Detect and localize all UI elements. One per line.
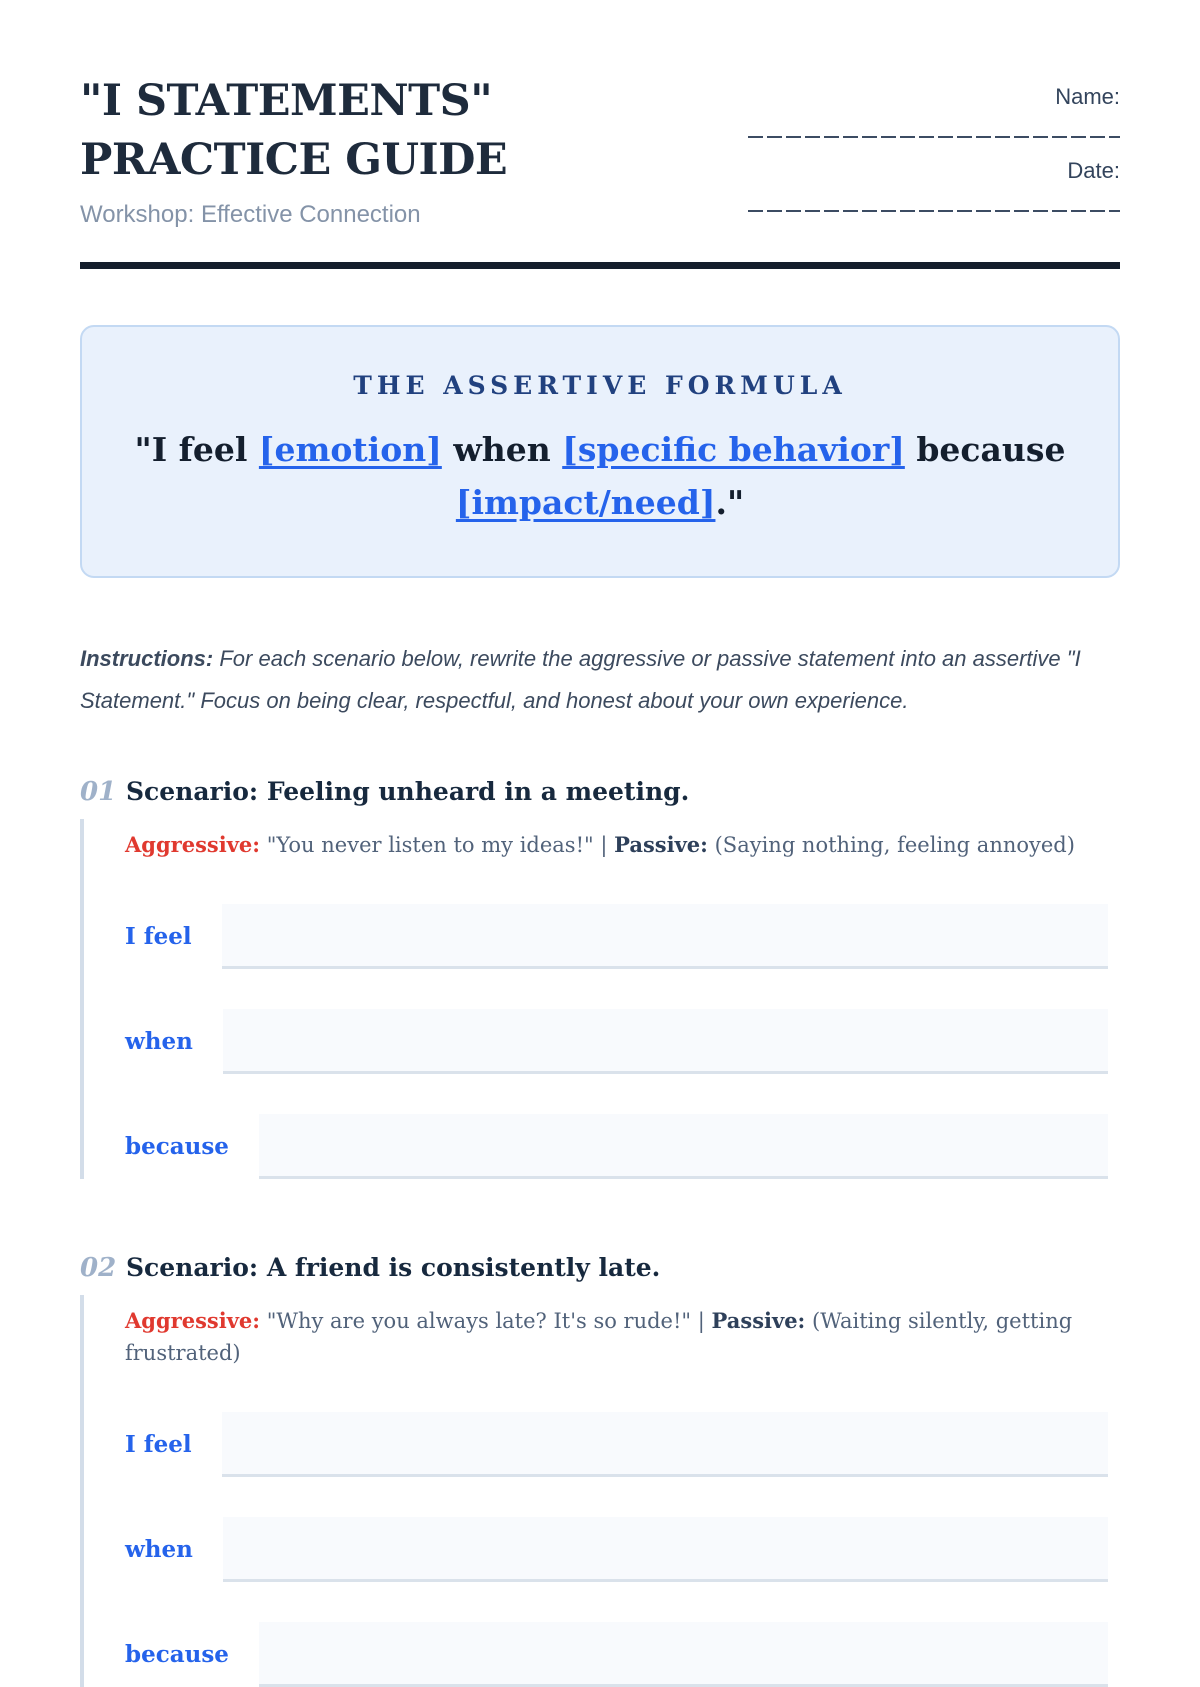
field-label: because [125,1132,229,1160]
separator: | [600,833,608,858]
field-row-because [125,1622,1108,1687]
when-input[interactable] [223,1009,1108,1074]
aggressive-label: Aggressive: [125,1307,261,1333]
page-title: "I STATEMENTS" PRACTICE GUIDE [80,76,508,186]
because-input[interactable] [259,1114,1108,1179]
scenario-1 [80,777,1120,1179]
header-divider [80,262,1120,269]
scenario-number: 01 [80,777,117,808]
aggressive-label: Aggressive: [125,832,261,858]
scenario-2-heading [80,1253,1120,1283]
formula-placeholder-impact: [impact/need] [455,482,716,522]
passive-note: (Saying nothing, feeling annoyed) [714,833,1075,858]
date-label: Date: [1067,158,1120,183]
scenario-2 [80,1253,1120,1687]
instructions-body: For each scenario below, rewrite the aggressive or passive statement into an assertive "I Statement." Focus on being clear, respectful, and honest about your own experience. [80,645,1081,714]
scenario-1-example [125,829,1108,862]
field-row-i-feel [125,904,1108,969]
i-feel-input[interactable] [222,904,1108,969]
scenario-2-content [80,1295,1120,1687]
instructions [80,638,1120,724]
passive-label: Passive: [614,832,708,858]
scenario-title: Scenario: Feeling unheard in a meeting. [126,777,690,807]
field-label: I feel [125,922,192,950]
formula-tail: ." [715,482,745,522]
field-label: I feel [125,1431,192,1459]
instructions-label: Instructions: [80,645,214,671]
scenario-1-heading [80,777,1120,807]
field-label: when [125,1536,193,1564]
aggressive-quote: "Why are you always late? It's so rude!" [266,1308,692,1333]
formula-card [80,325,1120,578]
formula-placeholder-behavior: [specific behavior] [562,430,905,469]
field-row-i-feel [125,1412,1108,1477]
date-line[interactable] [748,210,1120,212]
separator: | [697,1308,705,1333]
formula-heading: THE ASSERTIVE FORMULA [353,371,847,400]
formula-lead: "I feel [134,430,259,469]
scenario-title: Scenario: A friend is consistently late. [126,1252,661,1282]
scenario-2-example [125,1305,1108,1370]
formula-mid2: because [904,430,1066,469]
field-label: when [125,1027,193,1055]
i-feel-input[interactable] [222,1412,1108,1477]
field-row-when [125,1009,1108,1074]
scenario-1-content [80,819,1120,1179]
field-row-because [125,1114,1108,1179]
because-input[interactable] [259,1622,1108,1687]
when-input[interactable] [223,1517,1108,1582]
field-row-when [125,1517,1108,1582]
name-line[interactable] [748,136,1120,138]
scenario-number: 02 [80,1252,117,1283]
page-subtitle: Workshop: Effective Connection [80,200,421,228]
name-date-block [748,72,1120,232]
passive-label: Passive: [711,1307,806,1333]
title-block [80,72,748,229]
formula-mid1: when [441,430,563,469]
formula-placeholder-emotion: [emotion] [258,430,442,469]
header [80,72,1120,232]
name-label: Name: [1055,84,1120,109]
passive-note: (Waiting silently, getting frustrated) [125,1308,1073,1366]
field-label: because [125,1641,229,1669]
formula-text [102,424,1098,530]
aggressive-quote: "You never listen to my ideas!" [266,833,594,858]
